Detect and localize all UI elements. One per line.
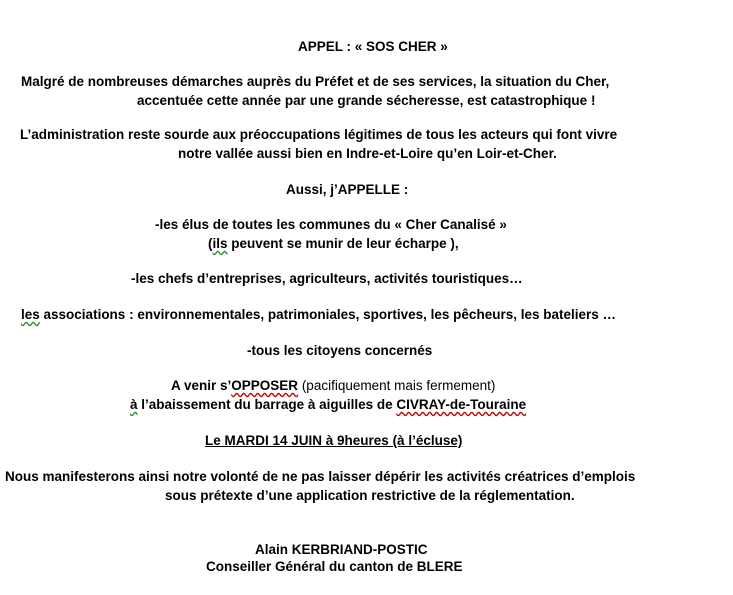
venir-prefix: A venir s’ [171, 378, 232, 393]
elus-line-1: -les élus de toutes les communes du « Cher Canalisé » [155, 217, 507, 232]
elus-line-2-rest: peuvent se munir de leur écharpe ), [227, 236, 459, 251]
opposer-word: OPPOSER [231, 378, 299, 393]
date-line: Le MARDI 14 JUIN à 9heures (à l’écluse) [205, 433, 463, 448]
citoyens-line: -tous les citoyens concernés [247, 343, 433, 358]
manif-line-2: sous prétexte d’une application restrictive de la réglementation. [165, 488, 575, 503]
venir-paren: (pacifiquement mais fermement) [298, 378, 496, 393]
manif-line-1: Nous manifesterons ainsi notre volonté de ne pas laisser dépérir les activités créatrices d’emplois [5, 469, 636, 484]
civray-word: CIVRAY-de-Touraine [396, 397, 527, 412]
abaissement-middle: l’abaissement du barrage à aiguilles de [137, 397, 397, 412]
associations-rest: associations : environnementales, patrimoniales, sportives, les pêcheurs, les bateliers … [39, 307, 617, 322]
signature-name: Alain KERBRIAND-POSTIC [255, 542, 428, 557]
associations-line [21, 306, 616, 323]
a-word: à [130, 397, 138, 412]
paragraph-1-line-2: accentuée cette année par une grande sécheresse, est catastrophique ! [137, 93, 596, 108]
signature-role: Conseiller Général du canton de BLERE [206, 559, 463, 574]
appeal-title: APPEL : « SOS CHER » [298, 39, 448, 54]
venir-line [171, 377, 495, 394]
paragraph-1-line-1: Malgré de nombreuses démarches auprès du Préfet et de ses services, la situation du Cher, [21, 74, 610, 89]
ils-word: ils [212, 236, 228, 251]
abaissement-line [130, 396, 526, 413]
aussi-appelle: Aussi, j’APPELLE : [286, 182, 409, 197]
paragraph-2-line-1: L’administration reste sourde aux préoccupations légitimes de tous les acteurs qui font vivre [20, 127, 618, 142]
open-paren: ( [208, 236, 213, 251]
chefs-line: -les chefs d’entreprises, agriculteurs, activités touristiques… [131, 271, 523, 286]
paragraph-2-line-2: notre vallée aussi bien en Indre-et-Loire qu’en Loir-et-Cher. [178, 146, 557, 161]
elus-line-2 [208, 235, 459, 252]
les-word: les [21, 307, 40, 322]
